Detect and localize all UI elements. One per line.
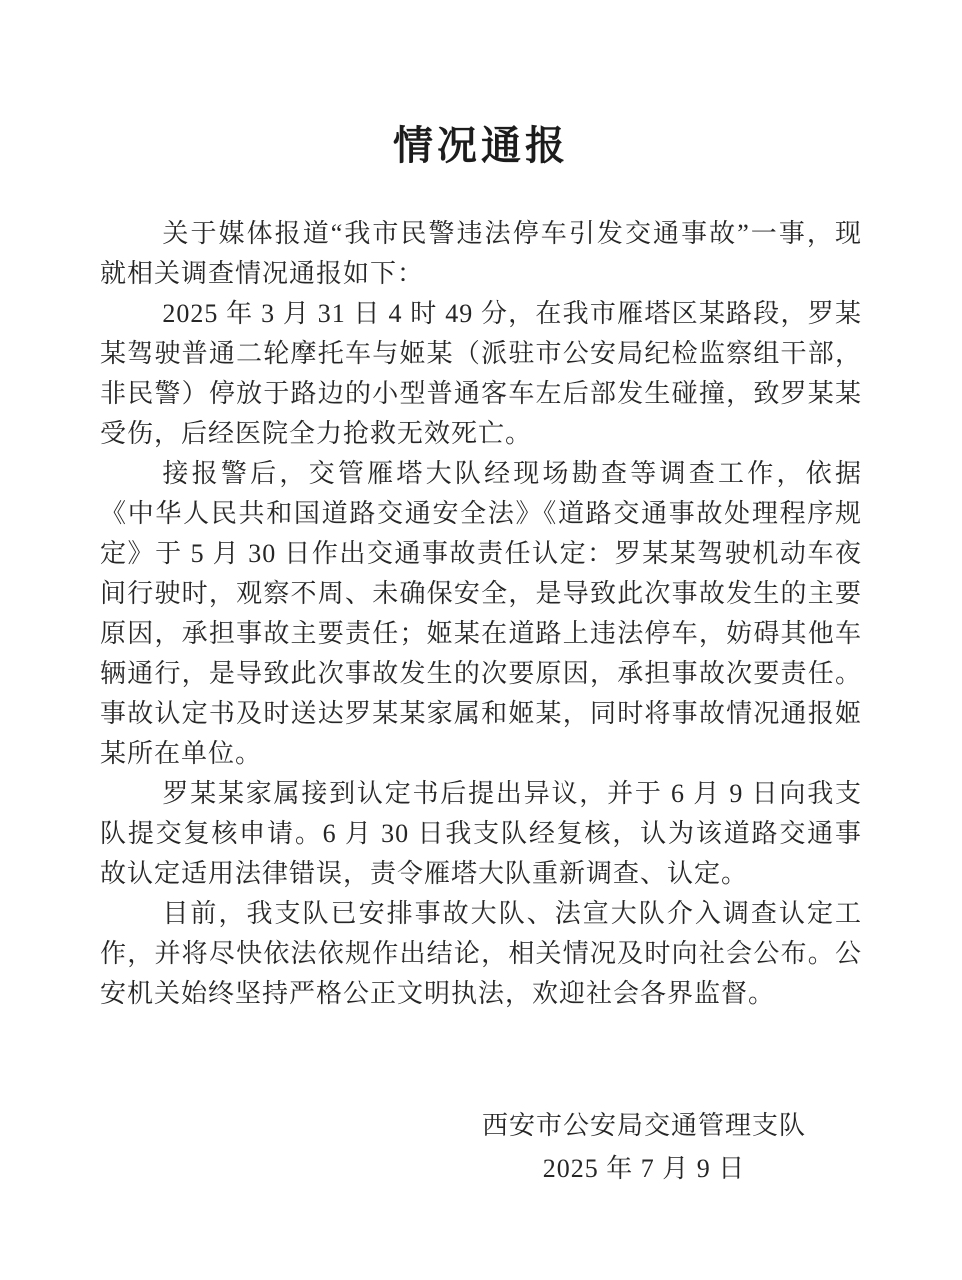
paragraph-family-appeal: 罗某某家属接到认定书后提出异议，并于 6 月 9 日向我支队提交复核申请。6 月 30 日我支队经复核，认为该道路交通事故认定适用法律错误，责令雁塔大队重新调查、认定。	[100, 779, 862, 888]
signature-block	[482, 1104, 806, 1190]
signature-organization: 西安市公安局交通管理支队	[482, 1111, 807, 1140]
paragraph-intro: 关于媒体报道“我市民警违法停车引发交通事故”一事，现就相关调查情况通报如下：	[100, 219, 862, 288]
document-body	[100, 214, 862, 1014]
paragraph-accident-description: 2025 年 3 月 31 日 4 时 49 分，在我市雁塔区某路段，罗某某驾驶普通二轮摩托车与姬某（派驻市公安局纪检监察组干部，非民警）停放于路边的小型普通客车左后部发生碰撞，致罗某某受伤，后经医院全力抢救无效死亡。	[100, 299, 862, 448]
signature-date: 2025 年 7 月 9 日	[542, 1154, 746, 1183]
paragraph-current-status: 目前，我支队已安排事故大队、法宣大队介入调查认定工作，并将尽快依法依规作出结论，相关情况及时向社会公布。公安机关始终坚持严格公正文明执法，欢迎社会各界监督。	[100, 899, 862, 1008]
paragraph-responsibility-determination: 接报警后，交管雁塔大队经现场勘查等调查工作，依据《中华人民共和国道路交通安全法》《道路交通事故处理程序规定》于 5 月 30 日作出交通事故责任认定：罗某某驾驶机动车夜间行驶时，观察不周、未确保安全，是导致此次事故发生的主要原因，承担事故主要责任；姬某在道路上违法停车，妨碍其他车辆通行，是导致此次事故发生的次要原因，承担事故次要责任。事故认定书及时送达罗某某家属和姬某，同时将事故情况通报姬某所在单位。	[100, 459, 862, 768]
document-title: 情况通报	[393, 123, 569, 168]
